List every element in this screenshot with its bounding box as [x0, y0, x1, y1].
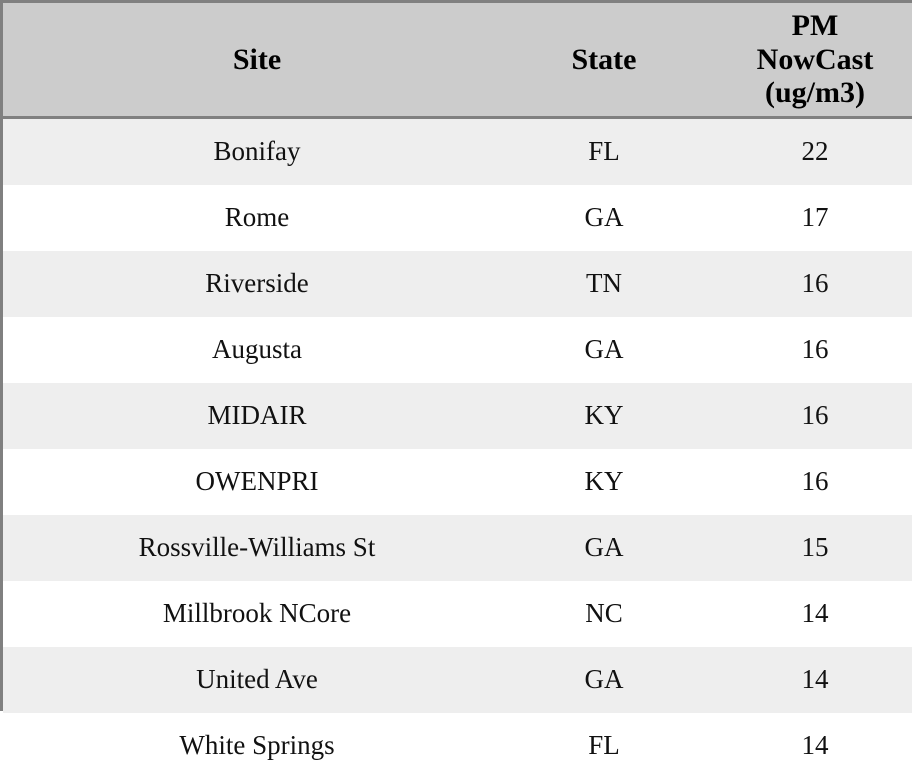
column-header-site: Site	[3, 3, 511, 117]
table-row	[3, 713, 912, 779]
cell-site: Riverside	[3, 251, 511, 317]
cell-state: GA	[511, 647, 697, 713]
column-header-pm-nowcast-line3: (ug/m3)	[765, 76, 865, 110]
cell-state: GA	[511, 317, 697, 383]
cell-site: Augusta	[3, 317, 511, 383]
table-header-row	[3, 3, 912, 117]
cell-site: MIDAIR	[3, 383, 511, 449]
cell-state: GA	[511, 185, 697, 251]
cell-site: OWENPRI	[3, 449, 511, 515]
cell-site: White Springs	[3, 713, 511, 779]
column-header-pm-nowcast-line2: NowCast	[756, 42, 874, 76]
cell-value: 16	[697, 317, 912, 383]
cell-value: 14	[697, 647, 912, 713]
cell-state: TN	[511, 251, 697, 317]
cell-value: 15	[697, 515, 912, 581]
cell-state: KY	[511, 449, 697, 515]
table-row	[3, 581, 912, 647]
cell-value: 14	[697, 713, 912, 779]
cell-value: 16	[697, 383, 912, 449]
table-body	[3, 117, 912, 779]
column-header-pm-nowcast-line1: PM	[791, 9, 839, 42]
cell-value: 22	[697, 117, 912, 185]
cell-value: 16	[697, 449, 912, 515]
table-row	[3, 251, 912, 317]
cell-site: Rossville-Williams St	[3, 515, 511, 581]
cell-state: FL	[511, 117, 697, 185]
table-row	[3, 515, 912, 581]
table-row	[3, 647, 912, 713]
table-row	[3, 383, 912, 449]
cell-value: 16	[697, 251, 912, 317]
cell-site: Rome	[3, 185, 511, 251]
column-header-state: State	[511, 3, 697, 117]
cell-state: NC	[511, 581, 697, 647]
cell-value: 14	[697, 581, 912, 647]
air-quality-table	[3, 3, 912, 779]
table-header	[3, 3, 912, 117]
cell-state: FL	[511, 713, 697, 779]
cell-state: KY	[511, 383, 697, 449]
table-row	[3, 185, 912, 251]
cell-site: Millbrook NCore	[3, 581, 511, 647]
table-row	[3, 117, 912, 185]
cell-site: United Ave	[3, 647, 511, 713]
cell-site: Bonifay	[3, 117, 511, 185]
cell-state: GA	[511, 515, 697, 581]
cell-value: 17	[697, 185, 912, 251]
column-header-pm-nowcast	[697, 3, 912, 117]
table-row	[3, 449, 912, 515]
table-row	[3, 317, 912, 383]
